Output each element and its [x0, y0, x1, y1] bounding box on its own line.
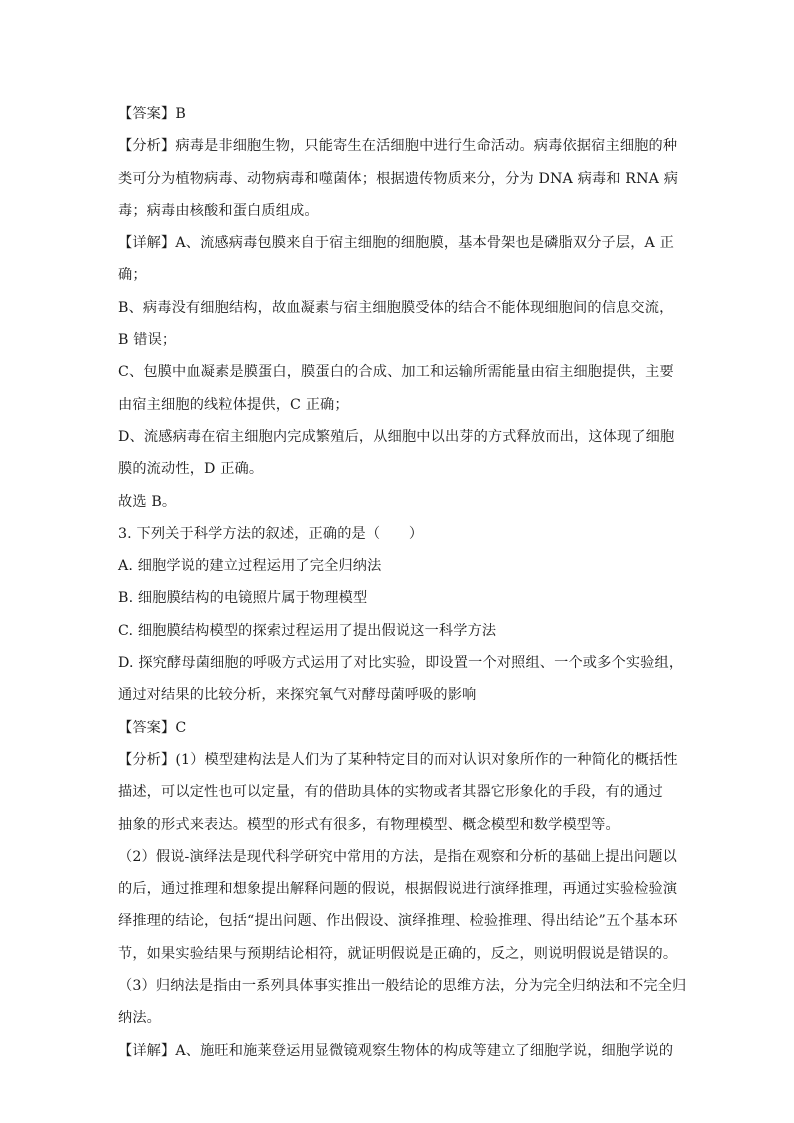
- detail-paragraph-line: 【详解】A、流感病毒包膜来自于宿主细胞的细胞膜，基本骨架也是磷脂双分子层，A 正: [118, 235, 674, 252]
- analysis-paragraph-line: 毒；病毒由核酸和蛋白质组成。: [118, 202, 319, 219]
- analysis-paragraph-line: 类可分为植物病毒、动物病毒和噬菌体；根据遗传物质来分，分为 DNA 病毒和 RNA 病: [118, 170, 679, 187]
- option-c: C. 细胞膜结构模型的探索过程运用了提出假说这一科学方法: [118, 622, 497, 639]
- option-a: A. 细胞学说的建立过程运用了完全归纳法: [118, 558, 382, 575]
- detail-paragraph-line: 确；: [118, 267, 147, 284]
- option-d: 通过对结果的比较分析，来探究氧气对酵母菌呼吸的影响: [118, 687, 477, 704]
- answer-label: 【答案】C: [118, 719, 187, 736]
- choice-conclusion: 故选 B。: [118, 493, 177, 510]
- detail-paragraph-line: B、病毒没有细胞结构，故血凝素与宿主细胞膜受体的结合不能体现细胞间的信息交流，: [118, 299, 674, 316]
- analysis-paragraph-line: 抽象的形式来表达。模型的形式有很多，有物理模型、概念模型和数学模型等。: [118, 816, 620, 833]
- detail-paragraph-line: B 错误；: [118, 332, 177, 349]
- detail-paragraph-line: D、流感病毒在宿主细胞内完成繁殖后，从细胞中以出芽的方式释放而出，这体现了细胞: [118, 428, 675, 445]
- question-stem: 3. 下列关于科学方法的叙述，正确的是（ ）: [118, 525, 424, 542]
- analysis-paragraph-line: （2）假说-演绎法是现代科学研究中常用的方法，是指在观察和分析的基础上提出问题以: [118, 848, 677, 865]
- detail-paragraph-line: 膜的流动性，D 正确。: [118, 461, 264, 478]
- document-page: [118, 98, 687, 1067]
- analysis-paragraph-line: 【分析】(1）模型建构法是人们为了某种特定目的而对认识对象所作的一种简化的概括性: [118, 751, 678, 768]
- analysis-paragraph-line: 纳法。: [118, 1010, 162, 1027]
- option-b: B. 细胞膜结构的电镜照片属于物理模型: [118, 590, 368, 607]
- detail-paragraph-line: 由宿主细胞的线粒体提供，C 正确；: [118, 396, 349, 413]
- analysis-paragraph-line: 描述，可以定性也可以定量，有的借助具体的实物或者其器它形象化的手段，有的通过: [118, 784, 663, 801]
- option-d: D. 探究酵母菌细胞的呼吸方式运用了对比实验，即设置一个对照组、一个或多个实验组，: [118, 655, 684, 672]
- analysis-paragraph-line: 绎推理的结论，包括“提出问题、作出假设、演绎推理、检验推理、得出结论”五个基本环: [118, 913, 678, 930]
- answer-label: 【答案】B: [118, 106, 186, 122]
- analysis-paragraph-line: （3）归纳法是指由一系列具体事实推出一般结论的思维方法，分为完全归纳法和不完全归: [118, 978, 687, 995]
- detail-paragraph-line: C、包膜中血凝素是膜蛋白，膜蛋白的合成、加工和运输所需能量由宿主细胞提供，主要: [118, 364, 674, 381]
- analysis-paragraph-line: 【分析】病毒是非细胞生物，只能寄生在活细胞中进行生命活动。病毒依据宿主细胞的种: [118, 138, 678, 155]
- analysis-paragraph-line: 的后，通过推理和想象提出解释问题的假说，根据假说进行演绎推理，再通过实验检验演: [118, 881, 678, 898]
- analysis-paragraph-line: 节，如果实验结果与预期结论相符，就证明假说是正确的，反之，则说明假说是错误的。: [118, 945, 678, 962]
- detail-paragraph-line: 【详解】A、施旺和施莱登运用显微镜观察生物体的构成等建立了细胞学说，细胞学说的: [118, 1042, 674, 1059]
